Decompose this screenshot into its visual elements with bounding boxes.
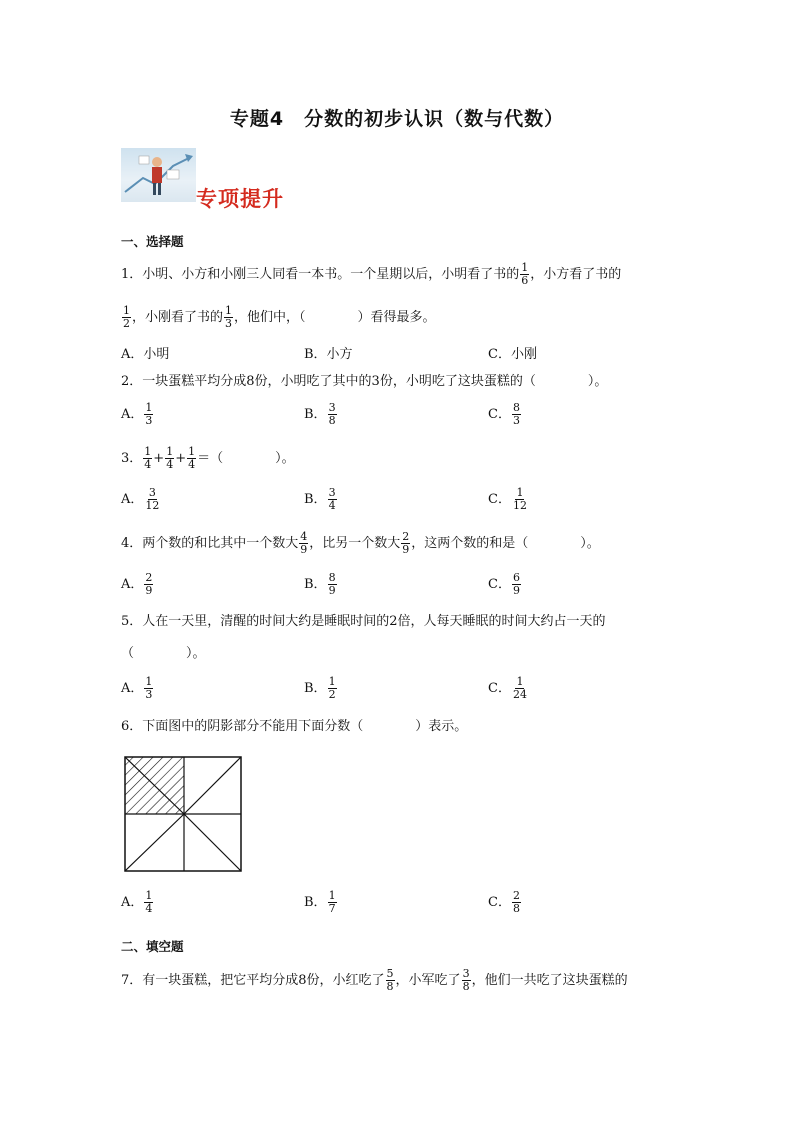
q1-text-part1: 1．小明、小方和小刚三人同看一本书。一个星期以后，小明看了书的 (121, 267, 520, 282)
q1-option-a[interactable]: A．小明 (121, 347, 170, 362)
q1-fraction-3: $\frac{1}{3}$ (225, 304, 233, 330)
q3-option-a[interactable]: A． $\frac{3}{12}$ (121, 486, 160, 512)
q1-text-part3: ，小刚看了书的 (132, 310, 224, 325)
q1-text-part4: ，他们中，（ ）看得最多。 (234, 310, 436, 325)
section-banner (121, 148, 321, 210)
q1-option-c[interactable]: C．小刚 (488, 347, 537, 362)
q4-option-b[interactable]: B． $\frac{8}{9}$ (304, 571, 336, 597)
q3-fraction-2: $\frac{1}{4}$ (166, 445, 174, 471)
q7-fraction-1: $\frac{5}{8}$ (386, 967, 394, 993)
page-title: 专题4 分数的初步认识（数与代数） (229, 108, 565, 130)
question-2-text: 2．一块蛋糕平均分成8份，小明吃了其中的3份，小明吃了这块蛋糕的（ ）。 (121, 374, 608, 389)
q4-fraction-1: $\frac{4}{9}$ (300, 530, 308, 556)
q1-fraction-1: $\frac{1}{6}$ (521, 261, 529, 287)
q1-option-b[interactable]: B．小方 (304, 347, 353, 362)
question-5-line-1: 5．人在一天里，清醒的时间大约是睡眠时间的2倍，人每天睡眠的时间大约占一天的 (121, 614, 606, 629)
question-1-line-1 (121, 262, 621, 287)
q1-text-part2: ，小方看了书的 (530, 267, 622, 282)
q7-fraction-2: $\frac{3}{8}$ (462, 967, 470, 993)
teacher-illustration-icon (121, 148, 196, 202)
question-3-expression: 3． $\frac{1}{4}$ + $\frac{1}{4}$ + $\frac{1}{4}$ ＝（ ）。 (121, 445, 295, 471)
banner-label: 专项提升 (196, 187, 284, 211)
q4-fraction-2: $\frac{2}{9}$ (402, 530, 410, 556)
q3-option-b[interactable]: B． $\frac{3}{4}$ (304, 486, 336, 512)
q4-option-a[interactable]: A． $\frac{2}{9}$ (121, 571, 153, 597)
section-heading-fill: 二、填空题 (121, 939, 184, 954)
q6-option-c[interactable]: C． $\frac{2}{8}$ (488, 889, 520, 915)
q1-fraction-2: $\frac{1}{2}$ (123, 304, 130, 330)
q6-option-b[interactable]: B． $\frac{1}{7}$ (304, 889, 336, 915)
question-4-text: 4．两个数的和比其中一个数大 $\frac{4}{9}$ ，比另一个数大 $\frac{2}{9}$ ，这两个数的和是（ ）。 (121, 530, 600, 556)
q2-option-c[interactable]: C． $\frac{8}{3}$ (488, 401, 520, 427)
q5-option-c[interactable]: C． $\frac{1}{24}$ (488, 675, 527, 701)
q3-option-c[interactable]: C． $\frac{1}{12}$ (488, 486, 527, 512)
q3-fraction-3: $\frac{1}{4}$ (188, 445, 196, 471)
q3-fraction-1: $\frac{1}{4}$ (144, 445, 152, 471)
question-1-line-2 (121, 305, 436, 330)
shaded-square-figure (124, 756, 242, 876)
question-5-line-2: （ ）。 (121, 646, 206, 661)
question-6-text: 6．下面图中的阴影部分不能用下面分数（ ）表示。 (121, 719, 468, 734)
q6-option-a[interactable]: A． $\frac{1}{4}$ (121, 889, 153, 915)
q4-option-c[interactable]: C． $\frac{6}{9}$ (488, 571, 520, 597)
q2-option-a[interactable]: A． $\frac{1}{3}$ (121, 401, 153, 427)
section-heading-choice: 一、选择题 (121, 234, 184, 249)
q5-option-a[interactable]: A． $\frac{1}{3}$ (121, 675, 153, 701)
q2-option-b[interactable]: B． $\frac{3}{8}$ (304, 401, 336, 427)
question-7-text: 7．有一块蛋糕，把它平均分成8份，小红吃了 $\frac{5}{8}$ ，小军吃了 $\frac{3}{8}$ ，他们一共吃了这块蛋糕的 (121, 967, 628, 993)
q5-option-b[interactable]: B． $\frac{1}{2}$ (304, 675, 336, 701)
